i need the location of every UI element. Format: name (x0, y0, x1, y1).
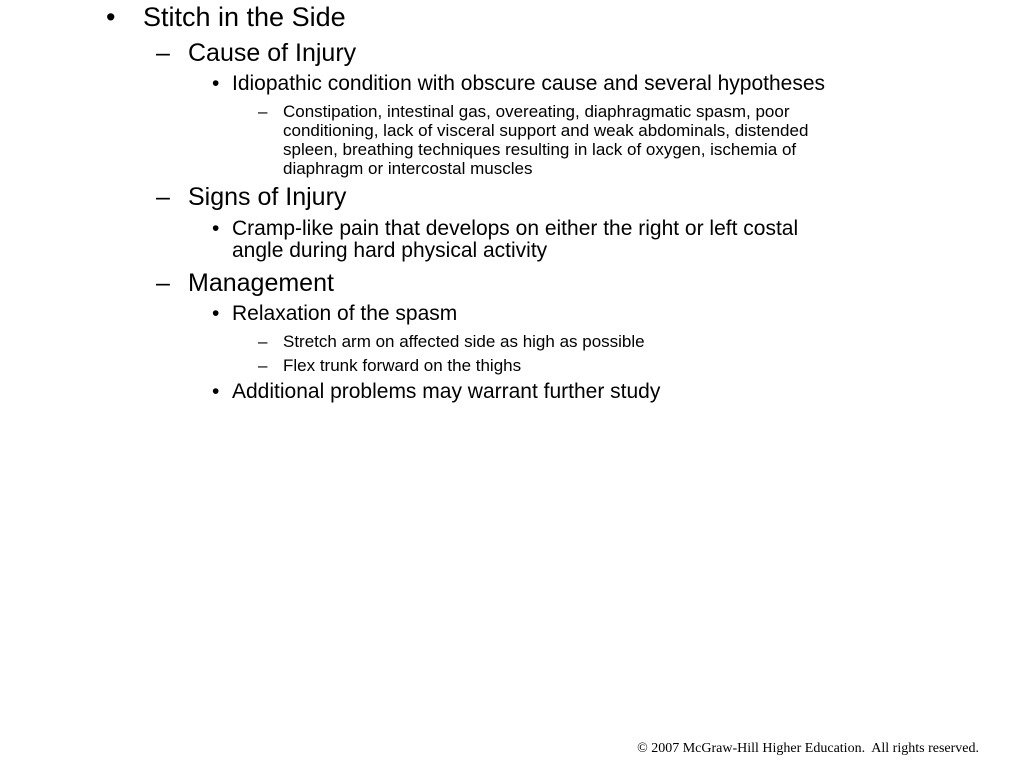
signs-point-line: angle during hard physical activity (232, 239, 548, 262)
dash-marker: – (156, 269, 170, 297)
cause-detail-text (283, 102, 808, 178)
signs-of-injury-heading: Signs of Injury (188, 183, 347, 211)
signs-point-text (232, 218, 798, 262)
signs-point-line: Cramp-like pain that develops on either the right or left costal (232, 217, 799, 240)
cause-point (212, 73, 825, 95)
dash-marker: – (258, 356, 268, 375)
cause-point-text: Idiopathic condition with obscure cause and several hypotheses (232, 72, 826, 95)
dash-marker: – (156, 39, 170, 67)
management-point (212, 381, 660, 403)
dash-marker: – (258, 332, 268, 351)
cause-detail (258, 102, 808, 178)
cause-of-injury-item (156, 38, 356, 68)
copyright-notice: © 2007 McGraw-Hill Higher Education. All rights reserved. (637, 741, 979, 756)
bullet-marker: • (212, 302, 220, 325)
management-heading: Management (188, 269, 334, 297)
signs-of-injury-item (156, 182, 346, 212)
cause-detail-line: spleen, breathing techniques resulting in lack of oxygen, ischemia of (283, 140, 797, 159)
management-point-text: Relaxation of the spasm (232, 302, 458, 325)
cause-of-injury-heading: Cause of Injury (188, 39, 357, 67)
management-subpoint (258, 356, 521, 375)
bullet-marker: • (212, 380, 220, 403)
management-point-text: Additional problems may warrant further study (232, 380, 661, 403)
management-subpoint (258, 332, 645, 351)
topic-title: Stitch in the Side (143, 2, 346, 32)
bullet-marker: • (212, 72, 220, 95)
cause-detail-line: diaphragm or intercostal muscles (283, 159, 533, 178)
cause-detail-line: Constipation, intestinal gas, overeating, diaphragmatic spasm, poor (283, 102, 790, 121)
topic-item (106, 1, 346, 33)
dash-marker: – (258, 102, 268, 121)
bullet-marker: • (212, 217, 220, 240)
dash-marker: – (156, 183, 170, 211)
cause-detail-line: conditioning, lack of visceral support and weak abdominals, distended (283, 121, 809, 140)
management-item (156, 268, 334, 298)
signs-point (212, 218, 798, 262)
management-point (212, 303, 457, 325)
bullet-marker: • (106, 2, 116, 32)
management-subpoint-text: Stretch arm on affected side as high as possible (283, 332, 645, 351)
management-subpoint-text: Flex trunk forward on the thighs (283, 356, 522, 375)
